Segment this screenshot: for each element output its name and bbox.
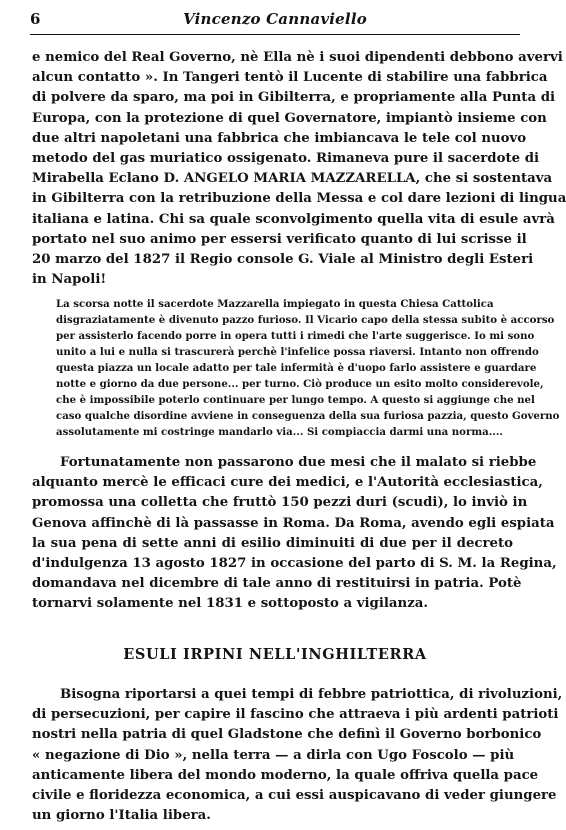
text-line: italiana e latina. Chi sa quale sconvolgimento quella vita di esule avrà [32,211,555,227]
text-line: Bisogna riportarsi a quei tempi di febbre patriottica, di rivoluzioni, [60,687,563,702]
paragraph-3 [32,685,563,826]
text-line: Mirabella Eclano D. ANGELO MARIA MAZZARELLA, che si sostentava [32,171,553,187]
running-head: Vincenzo Cannaviello [183,10,367,28]
text-line: alcun contatto ». In Tangeri tentò il Lucente di stabilire una fabbrica [32,70,548,86]
text-line: di polvere da sparo, ma poi in Gibilterra, e propriamente alla Punta di [32,90,556,106]
quoted-letter [56,296,560,440]
text-line: « negazione di Dio », nella terra — a dirla con Ugo Foscolo — più [32,747,515,763]
note-line: assolutamente mi costringe mandarlo via... Si compiaccia darmi una norma.... [56,426,503,438]
text-line: 20 marzo del 1827 il Regio console G. Viale al Ministro degli Esteri [32,252,534,268]
text-line: domandava nel dicembre di tale anno di restituirsi in patria. Potè [32,576,522,592]
paragraph-1 [32,48,566,290]
section-heading: ESULI IRPINI NELL'INGHILTERRA [123,646,427,663]
text-line: alquanto mercè le efficaci cure dei medici, e l'Autorità ecclesiastica, [32,475,543,491]
header-rule [30,34,520,35]
text-line: Genova affinchè di là passasse in Roma. Da Roma, avendo egli espiata [32,515,555,531]
text-line: metodo del gas muriatico ossigenato. Rimaneva pure il sacerdote di [32,151,540,167]
text-line: in Napoli! [32,272,107,288]
note-line: caso qualche disordine avviene in conseguenza della sua furiosa pazzia, questo Governo [56,410,560,422]
text-line: di persecuzioni, per capire il fascino che attraeva i più ardenti patrioti [32,707,559,723]
page-header [30,10,520,32]
note-line: La scorsa notte il sacerdote Mazzarella impiegato in questa Chiesa Cattolica [56,298,494,310]
text-line: due altri napoletani una fabbrica che imbiancava le tele col nuovo [32,130,527,146]
text-line: portato nel suo animo per essersi verificato quanto di lui scrisse il [32,231,527,247]
note-line: notte e giorno da due persone... per turno. Ciò produce un esito molto considerevole, [56,378,544,390]
text-line: anticamente libera del mondo moderno, la quale offriva quella pace [32,767,539,783]
text-line: tornarvi solamente nel 1831 e sottoposto a vigilanza. [32,596,428,612]
text-line: e nemico del Real Governo, nè Ella nè i suoi dipendenti debbono avervi [32,50,563,65]
paragraph-2 [32,453,557,615]
text-line: d'indulgenza 13 agosto 1827 in occasione del parto di S. M. la Regina, [32,556,557,572]
note-line: che è impossibile poterlo continuare per lungo tempo. A questo si aggiunge che nel [56,394,535,406]
text-line: nostri nella patria di quel Gladstone che definì il Governo borbonico [32,727,542,743]
text-line: Europa, con la protezione di quel Governatore, impiantò insieme con [32,110,547,126]
page-number: 6 [30,10,41,28]
note-line: per assisterlo facendo porre in opera tutti i rimedi che l'arte suggerisce. Io mi sono [56,330,535,342]
text-line: un giorno l'Italia libera. [32,808,211,824]
text-line: in Gibilterra con la retribuzione della Messa e col dare lezioni di lingua [32,191,566,207]
text-line: promossa una colletta che fruttò 150 pezzi duri (scudi), lo inviò in [32,495,528,511]
text-line: la sua pena di sette anni di esilio diminuiti di due per il decreto [32,535,513,551]
text-line: civile e floridezza economica, a cui essi auspicavano di veder giungere [32,788,557,804]
note-line: unito a lui e nulla si trascurerà perchè l'infelice possa riaversi. Intanto non offrendo [56,346,539,358]
text-line: Fortunatamente non passarono due mesi che il malato si riebbe [60,455,537,470]
note-line: questa piazza un locale adatto per tale infermità è d'uopo farlo assistere e guardare [56,362,537,374]
note-line: disgraziatamente è divenuto pazzo furioso. Il Vicario capo della stessa subito è accorso [56,314,555,326]
